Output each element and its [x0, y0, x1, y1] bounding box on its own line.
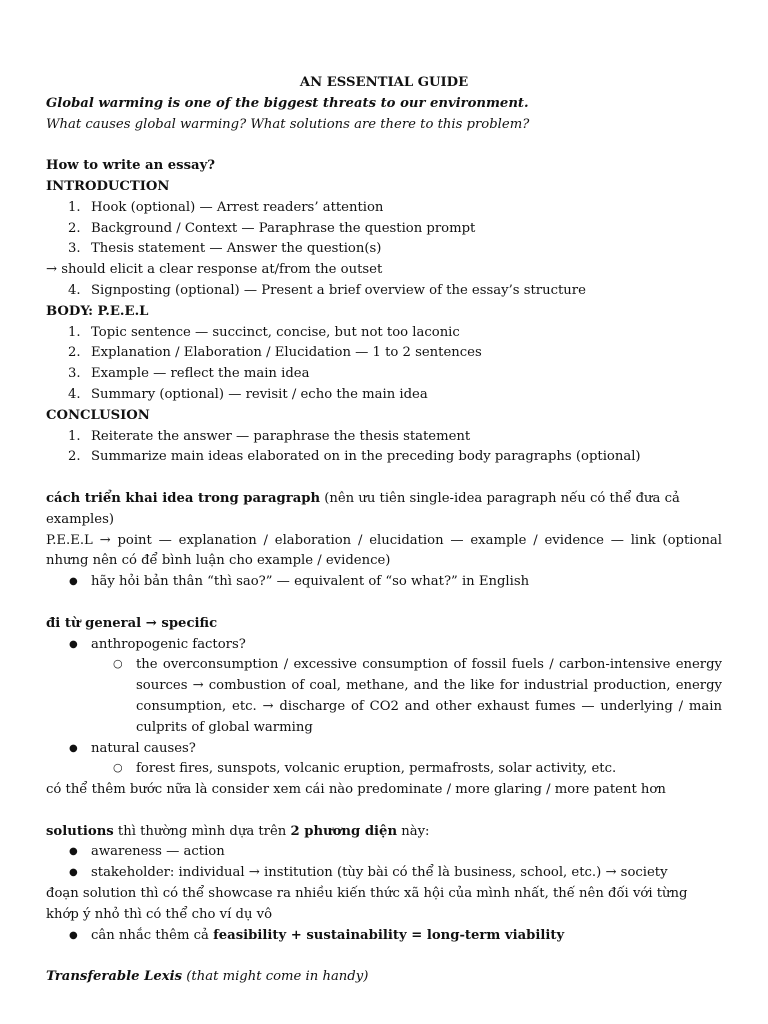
list-item: 4. Summary (optional) — revisit / echo the main idea — [68, 386, 428, 402]
list-item: ○ forest fires, sunspots, volcanic eruption, permafrosts, solar activity, etc. — [46, 759, 722, 780]
bullet-dot-icon: ● — [69, 638, 78, 650]
intro-line-1: Global warming is one of the biggest threats to our environment. — [46, 95, 529, 111]
solutions-bullets-2 — [46, 926, 722, 947]
introduction-heading: INTRODUCTION — [46, 178, 170, 194]
bullet-dot-icon: ● — [69, 742, 78, 754]
spacer — [46, 946, 722, 967]
list-item: ● natural causes? — [46, 739, 722, 760]
list-item: ● hãy hỏi bản thân “thì sao?” — equivalent of “so what?” in English — [46, 572, 722, 593]
list-item: 2. Summarize main ideas elaborated on in the preceding body paragraphs (optional) — [68, 449, 641, 465]
bullet-circle-icon: ○ — [113, 657, 123, 671]
general-bullets — [46, 635, 722, 656]
spacer — [46, 135, 722, 156]
list-item: ● cân nhắc thêm cả feasibility + sustainability = long-term viability — [46, 926, 722, 947]
list-item: 2. Background / Context — Paraphrase the question prompt — [68, 220, 476, 236]
thesis-note: → should elicit a clear response at/from the outset — [46, 262, 383, 278]
spacer — [46, 801, 722, 822]
bullet-circle-icon: ○ — [113, 761, 123, 775]
general-bullets-2 — [46, 739, 722, 760]
solutions-bullets — [46, 842, 722, 884]
list-item: 2. Explanation / Elaboration / Elucidation — 1 to 2 sentences — [68, 345, 482, 361]
body-list — [46, 323, 722, 406]
introduction-list — [46, 198, 722, 260]
list-item: ● anthropogenic factors? — [46, 635, 722, 656]
how-to-heading: How to write an essay? — [46, 158, 215, 174]
peel-description: P.E.E.L → point — explanation / elaboration / elucidation — example / evidence — link (optional nhưng nên có để bình luận cho example / evidence) — [46, 532, 722, 569]
list-item: 3. Thesis statement — Answer the question(s) — [68, 241, 382, 257]
list-item: ○ the overconsumption / excessive consumption of fossil fuels / carbon-intensive energy sources → combustion of coal, methane, and the like for industrial production, energy consumption, etc. → discharge of CO2 and other exhaust fumes — underlying / main culprits of global warming — [46, 655, 722, 738]
general-heading: đi từ general → specific — [46, 615, 218, 631]
list-item: 3. Example — reflect the main idea — [68, 366, 310, 382]
list-item: 4. Signposting (optional) — Present a brief overview of the essay’s structure — [68, 282, 586, 298]
general-sub-bullets-2 — [46, 759, 722, 780]
solutions-heading: solutions thì thường mình dựa trên 2 phương diện này: — [46, 823, 430, 839]
bullet-dot-icon: ● — [69, 846, 78, 858]
list-item: 1. Hook (optional) — Arrest readers’ attention — [68, 199, 384, 215]
paragraph-bullets — [46, 572, 722, 593]
lexis-heading: Transferable Lexis (that might come in handy) — [46, 969, 369, 985]
conclusion-heading: CONCLUSION — [46, 407, 150, 423]
body-heading: BODY: P.E.E.L — [46, 303, 149, 319]
intro-line-2: What causes global warming? What solutions are there to this problem? — [46, 116, 530, 132]
list-item: 1. Reiterate the answer — paraphrase the thesis statement — [68, 428, 471, 444]
page-title: AN ESSENTIAL GUIDE — [299, 75, 469, 90]
list-item: ● stakeholder: individual → institution (tùy bài có thể là business, school, etc.) → society — [46, 863, 722, 884]
list-item: ● awareness — action — [46, 842, 722, 863]
bullet-dot-icon: ● — [69, 929, 78, 941]
list-item: 1. Topic sentence — succinct, concise, but not too laconic — [68, 324, 460, 340]
spacer — [46, 593, 722, 614]
conclusion-list — [46, 427, 722, 469]
general-note: có thể thêm bước nữa là consider xem cái nào predominate / more glaring / more patent hơn — [46, 782, 666, 798]
bullet-dot-icon: ● — [69, 867, 78, 879]
solutions-note: đoạn solution thì có thể showcase ra nhiều kiến thức xã hội của mình nhất, thế nên đối với từng khớp ý nhỏ thì có thể cho ví dụ vô — [46, 886, 688, 922]
bullet-dot-icon: ● — [69, 576, 78, 588]
introduction-list-continued — [46, 281, 722, 302]
spacer — [46, 468, 722, 489]
general-sub-bullets — [46, 655, 722, 738]
paragraph-heading: cách triển khai idea trong paragraph (nên ưu tiên single-idea paragraph nếu có thể đưa cả examples) — [46, 490, 680, 527]
